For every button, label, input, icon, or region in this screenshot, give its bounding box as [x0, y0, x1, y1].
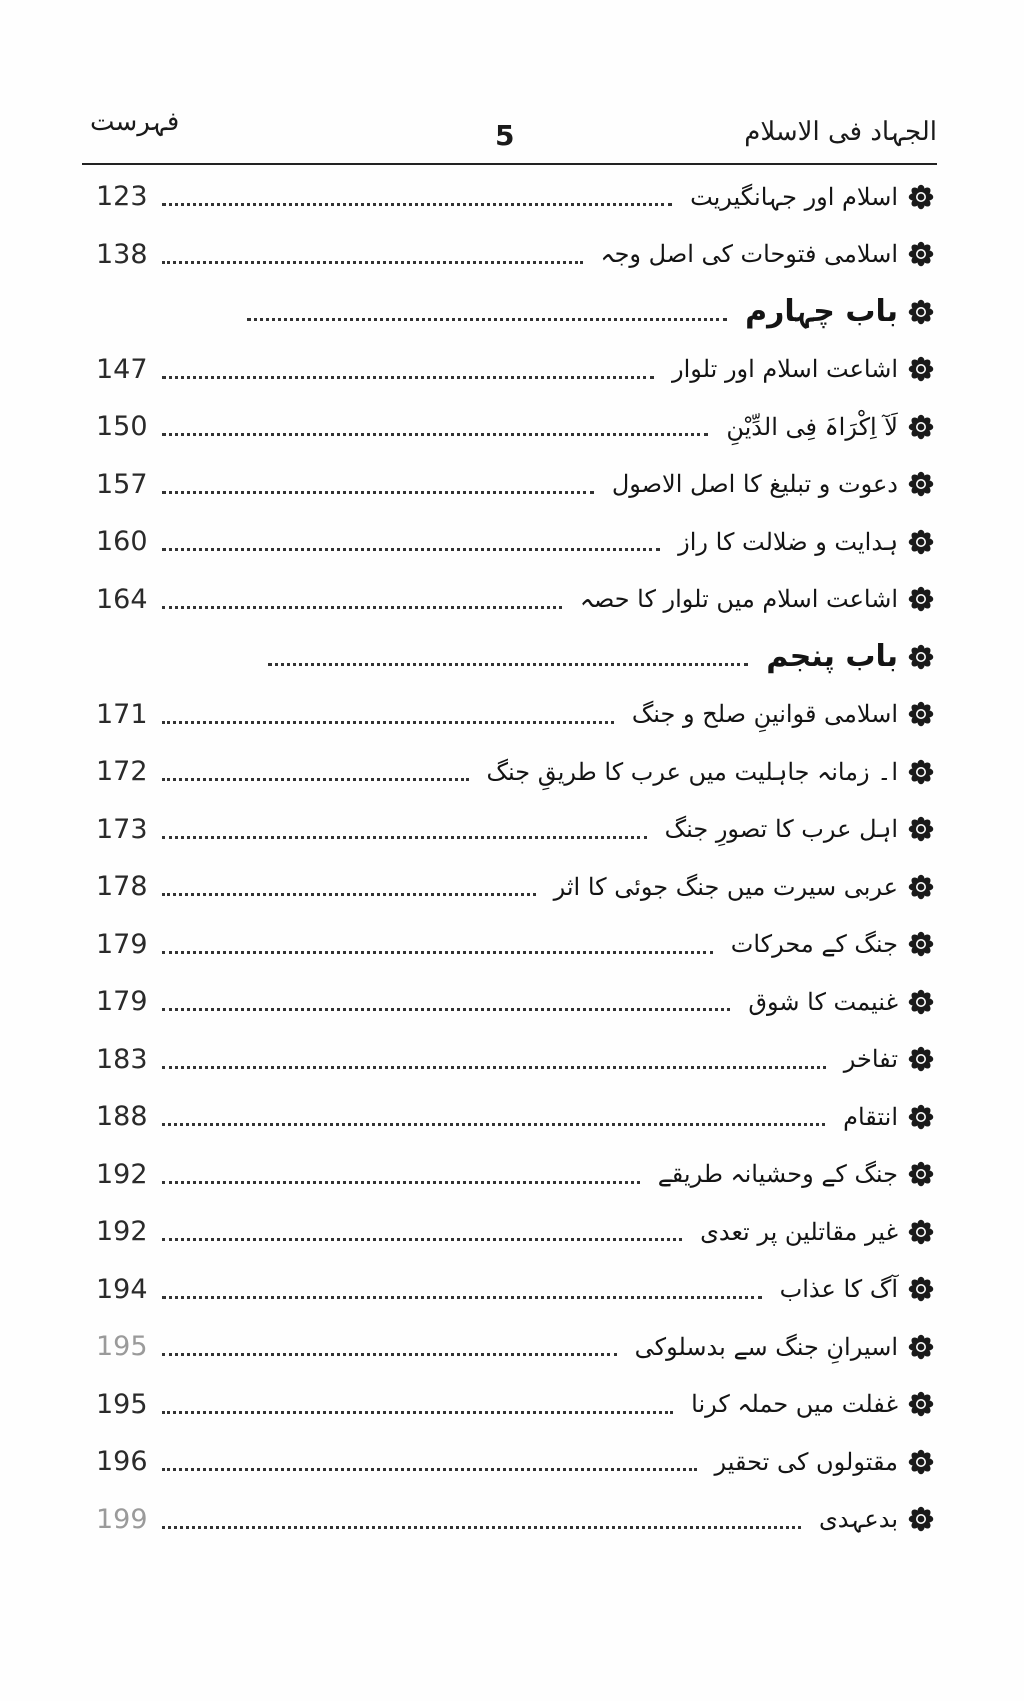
flower-bullet-icon: [906, 412, 936, 442]
page-ref: 160: [96, 526, 148, 558]
book-title: الجہاد فی الاسلام: [744, 117, 937, 147]
toc-entry: [96, 801, 936, 859]
page-ref: 192: [96, 1216, 148, 1248]
toc-entry: [96, 1088, 936, 1146]
page-ref: 123: [96, 181, 148, 213]
dot-leader: [162, 471, 594, 494]
page-ref: 199: [96, 1503, 148, 1535]
page-ref: 147: [96, 353, 148, 385]
page-ref: 164: [96, 583, 148, 615]
flower-bullet-icon: [906, 297, 936, 327]
page-ref: 195: [96, 1388, 148, 1420]
flower-bullet-icon: [906, 814, 936, 844]
flower-bullet-icon: [906, 1504, 936, 1534]
flower-bullet-icon: [906, 1447, 936, 1477]
flower-bullet-icon: [906, 1044, 936, 1074]
toc-entry: [96, 916, 936, 974]
flower-bullet-icon: [906, 987, 936, 1017]
page-ref: 157: [96, 468, 148, 500]
entry-title: غفلت میں حملہ کرنا: [691, 1390, 898, 1419]
chapter-title: باب چہارم: [745, 294, 898, 330]
flower-bullet-icon: [906, 929, 936, 959]
entry-title: اسلام اور جہانگیریت: [690, 182, 898, 211]
entry-title: عربی سیرت میں جنگ جوئی کا اثر: [553, 872, 898, 901]
toc-entry: [96, 1376, 936, 1434]
page-ref: 178: [96, 871, 148, 903]
flower-bullet-icon: [906, 527, 936, 557]
entry-title: جنگ کے محرکات: [730, 930, 898, 959]
dot-leader: [162, 758, 469, 781]
toc-entry: [96, 456, 936, 514]
entry-title: ہدایت و ضلالت کا راز: [678, 527, 898, 556]
page-ref: 196: [96, 1446, 148, 1478]
entry-title: غنیمت کا شوق: [748, 987, 898, 1016]
entry-title: انتقام: [843, 1102, 898, 1131]
toc-entry: [96, 1433, 936, 1491]
dot-leader: [162, 1276, 762, 1299]
dot-leader: [162, 1046, 826, 1069]
flower-bullet-icon: [906, 354, 936, 384]
toc-entry: [96, 398, 936, 456]
flower-bullet-icon: [906, 757, 936, 787]
page-ref: 150: [96, 411, 148, 443]
toc-entry: [96, 1491, 936, 1549]
header-rule: [82, 163, 937, 165]
dot-leader: [162, 1161, 640, 1184]
toc-entry: [96, 513, 936, 571]
entry-title: دعوت و تبلیغ کا اصل الاصول: [611, 470, 898, 499]
chapter-title: باب پنجم: [766, 639, 898, 675]
dot-leader: [162, 586, 562, 609]
toc-chapter-heading: [96, 283, 936, 341]
toc-entry: [96, 858, 936, 916]
flower-bullet-icon: [906, 1332, 936, 1362]
dot-leader: [162, 701, 614, 724]
toc-entry: [96, 571, 936, 629]
flower-bullet-icon: [906, 872, 936, 902]
toc-entry: [96, 686, 936, 744]
flower-bullet-icon: [906, 642, 936, 672]
entry-title: ا۔ زمانہ جاہلیت میں عرب کا طریقِ جنگ: [486, 757, 898, 786]
entry-title: تفاخر: [843, 1045, 898, 1074]
page-ref: 138: [96, 238, 148, 270]
flower-bullet-icon: [906, 239, 936, 269]
page-ref: 194: [96, 1273, 148, 1305]
dot-leader: [162, 1333, 617, 1356]
toc-entry: [96, 1318, 936, 1376]
toc-entry: [96, 168, 936, 226]
entry-title: مقتولوں کی تحقیر: [714, 1447, 898, 1476]
dot-leader: [162, 356, 654, 379]
flower-bullet-icon: [906, 1389, 936, 1419]
flower-bullet-icon: [906, 584, 936, 614]
page-ref: 188: [96, 1101, 148, 1133]
entry-title: غیر مقاتلین پر تعدی: [700, 1217, 898, 1246]
dot-leader: [162, 816, 647, 839]
dot-leader: [162, 1506, 801, 1529]
toc-entry: [96, 226, 936, 284]
entry-title: بدعہدی: [818, 1505, 898, 1534]
entry-title: لَآ اِکْرَاہَ فِی الدِّیْنِ: [726, 412, 898, 441]
entry-title: جنگ کے وحشیانہ طریقے: [657, 1160, 898, 1189]
toc-entry: [96, 1203, 936, 1261]
dot-leader: [162, 528, 660, 551]
dot-leader: [162, 1391, 673, 1414]
dot-leader: [268, 643, 748, 666]
flower-bullet-icon: [906, 1274, 936, 1304]
page-header: [82, 105, 937, 165]
toc-entry: [96, 1146, 936, 1204]
dot-leader: [162, 988, 730, 1011]
toc-entry: [96, 341, 936, 399]
flower-bullet-icon: [906, 1217, 936, 1247]
page-ref: 195: [96, 1331, 148, 1363]
flower-bullet-icon: [906, 1102, 936, 1132]
page-ref: 192: [96, 1158, 148, 1190]
flower-bullet-icon: [906, 469, 936, 499]
dot-leader: [162, 1448, 697, 1471]
dot-leader: [162, 183, 672, 206]
page-ref: 171: [96, 698, 148, 730]
dot-leader: [162, 1103, 825, 1126]
toc-chapter-heading: [96, 628, 936, 686]
dot-leader: [162, 1218, 682, 1241]
dot-leader: [247, 298, 727, 321]
toc-entry: [96, 743, 936, 801]
page-number: 5: [495, 119, 515, 152]
flower-bullet-icon: [906, 1159, 936, 1189]
toc-entry: [96, 973, 936, 1031]
page-ref: 179: [96, 928, 148, 960]
entry-title: اسلامی فتوحات کی اصل وجہ: [600, 240, 898, 269]
toc-entry: [96, 1261, 936, 1319]
flower-bullet-icon: [906, 182, 936, 212]
entry-title: اشاعت اسلام اور تلوار: [672, 355, 898, 384]
entry-title: اشاعت اسلام میں تلوار کا حصہ: [579, 585, 898, 614]
toc-entry: [96, 1031, 936, 1089]
flower-bullet-icon: [906, 699, 936, 729]
page-ref: 172: [96, 756, 148, 788]
dot-leader: [162, 873, 536, 896]
page-ref: 183: [96, 1043, 148, 1075]
page-ref: 179: [96, 986, 148, 1018]
dot-leader: [162, 931, 713, 954]
dot-leader: [162, 413, 708, 436]
table-of-contents: [96, 168, 936, 1548]
page-ref: 173: [96, 813, 148, 845]
entry-title: اسیرانِ جنگ سے بدسلوکی: [634, 1332, 898, 1361]
entry-title: اہل عرب کا تصورِ جنگ: [664, 815, 898, 844]
entry-title: اسلامی قوانینِ صلح و جنگ: [631, 700, 898, 729]
dot-leader: [162, 241, 583, 264]
entry-title: آگ کا عذاب: [779, 1275, 898, 1304]
section-title: فہرست: [90, 107, 180, 137]
